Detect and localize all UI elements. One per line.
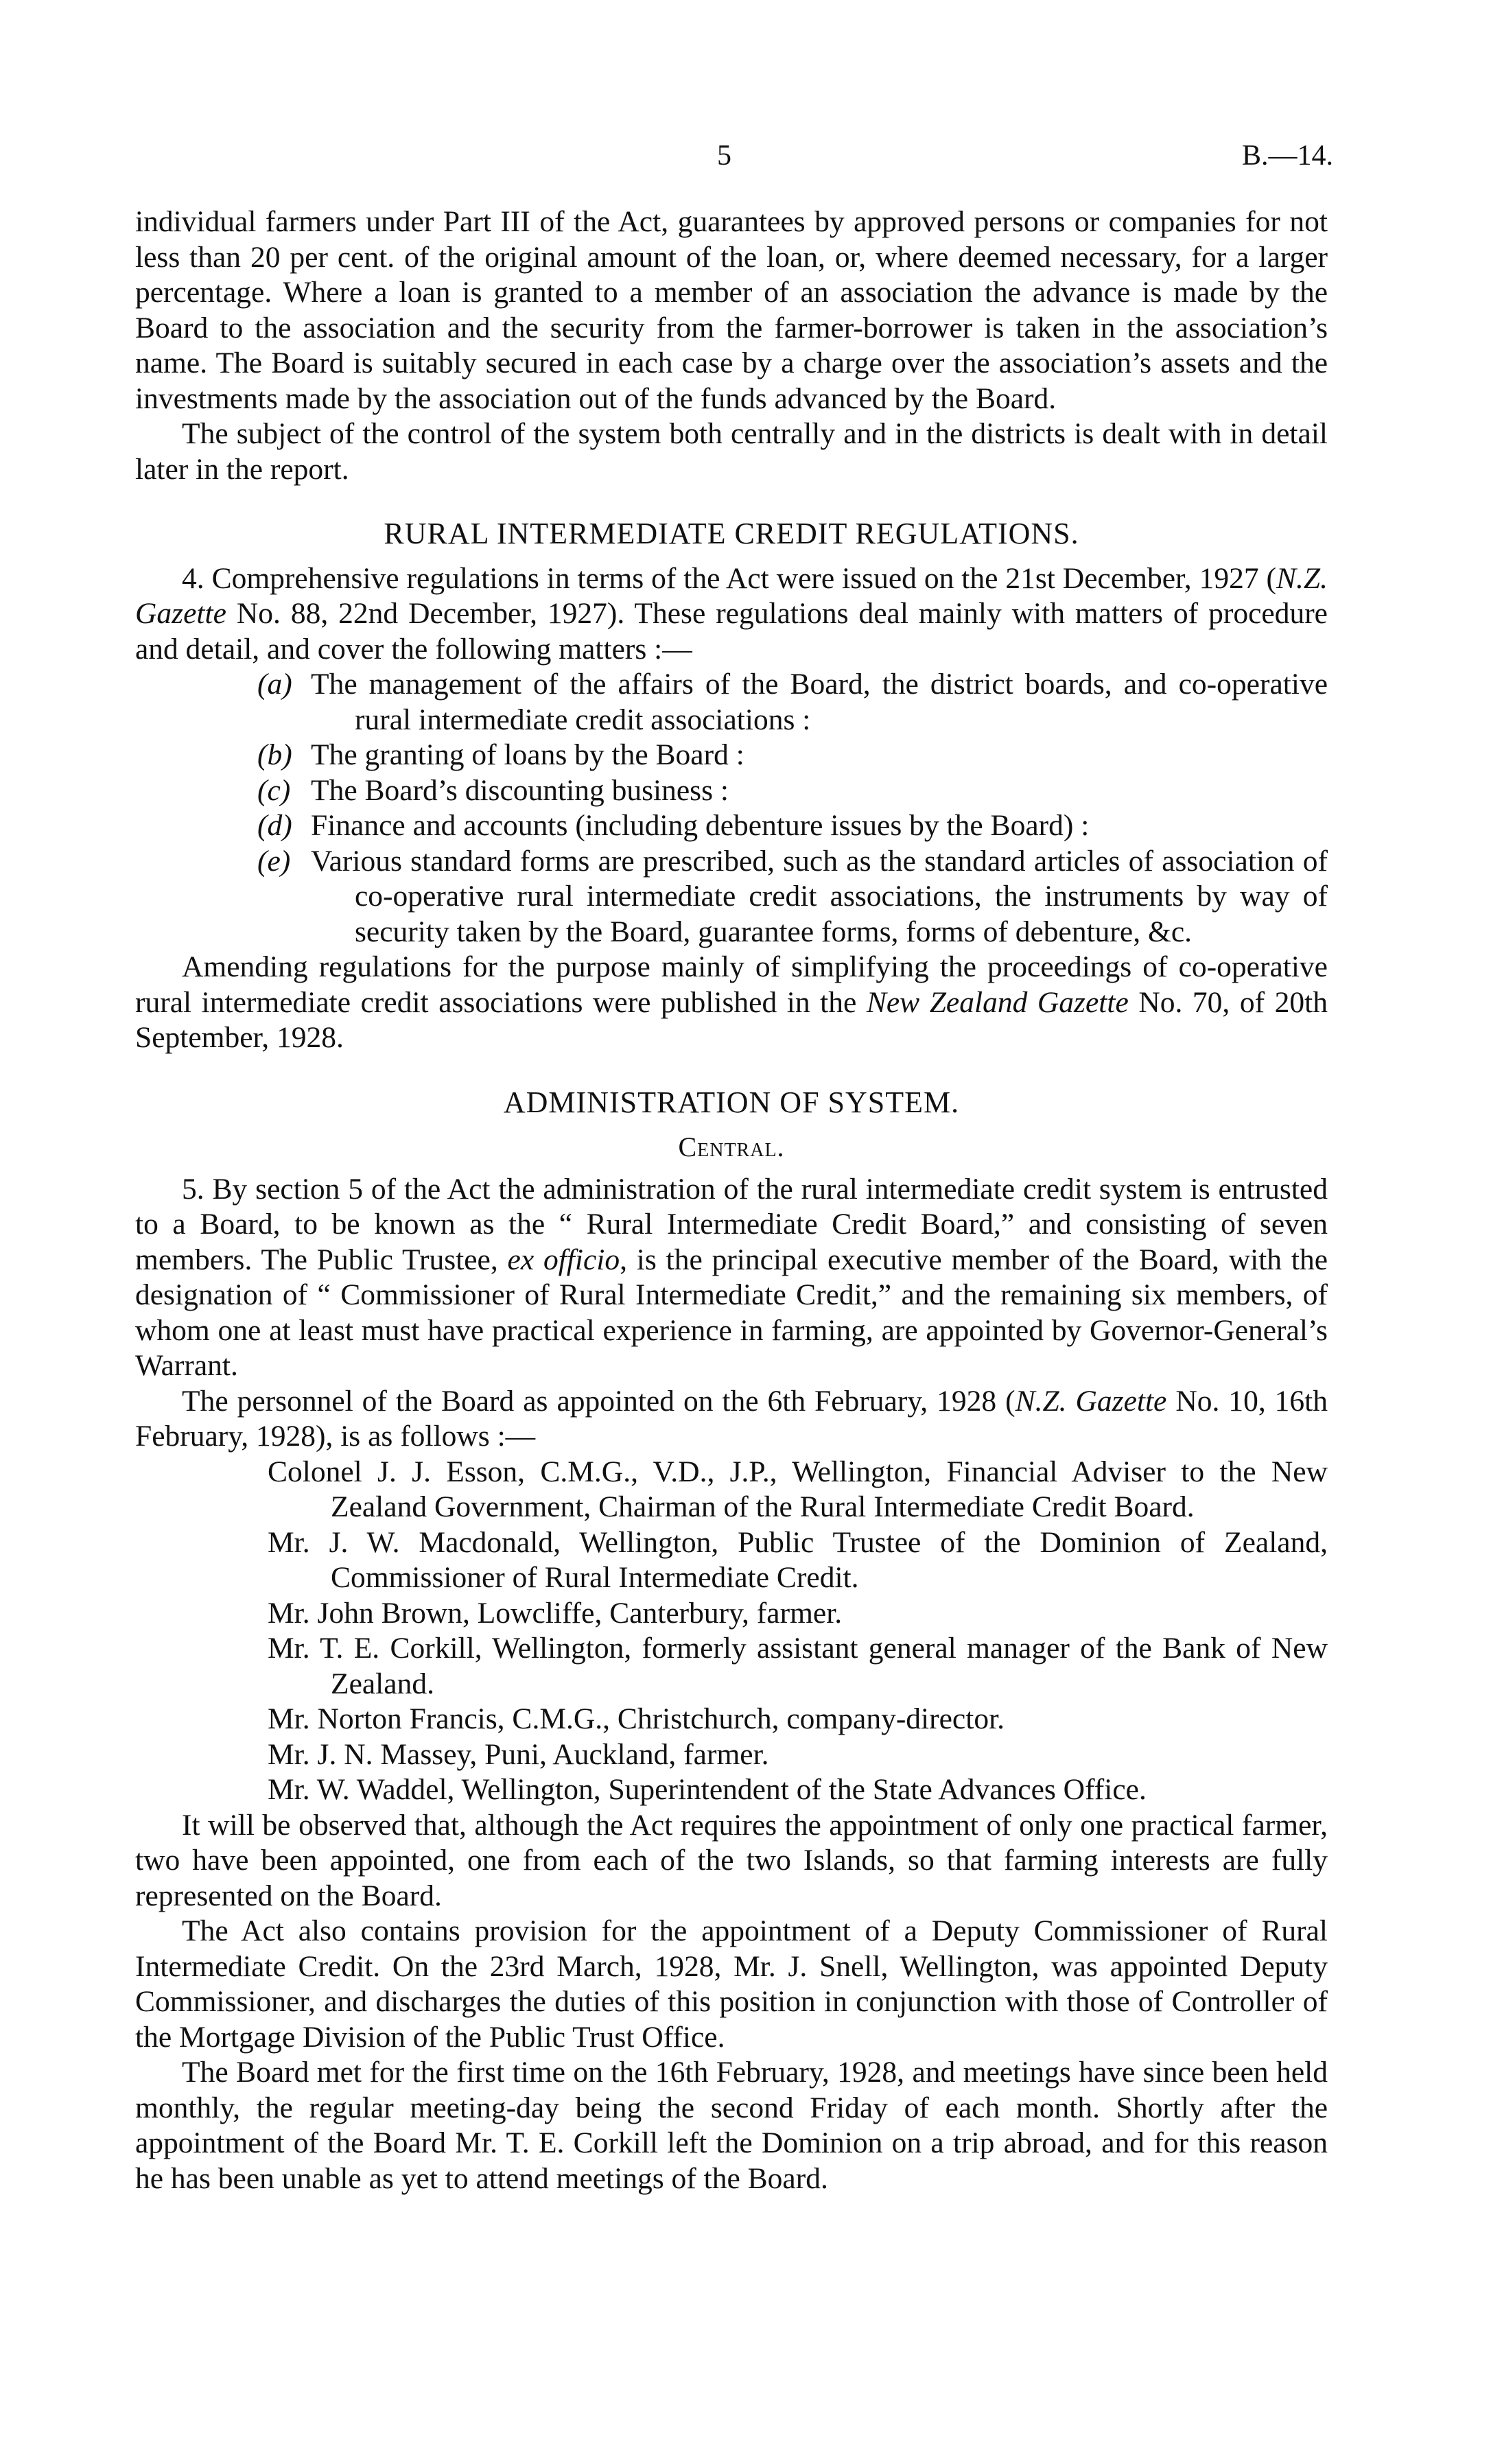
paragraph-4 [135, 561, 1328, 668]
p5-text-b: , is the principal executive member of the Board, with the designation of “ Commissioner of Rural Intermediate Credit,” and the remaining six members, of whom one at least must have practical experience in farming, are appointed by Governor-General’s Warrant. [135, 1243, 1328, 1382]
personnel-text-a: The personnel of the Board as appointed on the 6th February, 1928 ( [182, 1384, 1015, 1418]
page-header [0, 139, 1491, 180]
list-item [257, 773, 1328, 809]
personnel-text-b: No. 10, 16th February, 1928), is as follows :— [135, 1384, 1328, 1453]
p5-text-a: 5. By section 5 of the Act the administration of the rural intermediate credit system is entrusted to a Board, to be known as the “ Rural Intermediate Credit Board,” and consisting of seven members. The Public Trustee, [135, 1172, 1328, 1276]
list-item [257, 844, 1328, 950]
p5-ex-officio: ex officio [507, 1243, 620, 1276]
report-reference: B.—14. [1241, 140, 1333, 172]
list-marker: (e) [257, 844, 291, 878]
amend-text-b: No. 70, of 20th September, 1928. [135, 985, 1328, 1054]
list-item [257, 667, 1328, 738]
board-members-list [135, 1455, 1328, 1808]
amend-text-a: Amending regulations for the purpose mainly of simplifying the proceedings of co-operative rural intermediate credit associations were published in the [135, 950, 1328, 1019]
amending-regulations-paragraph [135, 950, 1328, 1056]
list-item [257, 738, 1328, 773]
list-item [257, 808, 1328, 844]
amend-gazette-title: New Zealand Gazette [866, 985, 1129, 1019]
page-body [135, 204, 1328, 2196]
paragraph-5 [135, 1172, 1328, 1384]
board-member: Colonel J. J. Esson, C.M.G., V.D., J.P., Wellington, Financial Adviser to the New Zealand Government, Chairman of the Rural Intermediate Credit Board. [268, 1455, 1328, 1523]
list-text: The Board’s discounting business : [311, 773, 729, 807]
page-number: 5 [717, 140, 731, 172]
list-text: Various standard forms are prescribed, such as the standard articles of association of co-operative rural intermediate credit associations, the instruments by way of security taken by the Board, guarantee forms, forms of debenture, &c. [311, 844, 1328, 948]
personnel-gazette-title: N.Z. Gazette [1015, 1384, 1167, 1418]
list-text: The management of the affairs of the Board, the district boards, and co-operative rural intermediate credit associations : [311, 668, 1328, 736]
p4-text-a: 4. Comprehensive regulations in terms of the Act were issued on the 21st December, 1927 ( [182, 561, 1277, 595]
board-member: Mr. T. E. Corkill, Wellington, formerly assistant general manager of the Bank of New Zealand. [268, 1632, 1328, 1700]
list-marker: (c) [257, 773, 291, 807]
list-marker: (a) [257, 668, 292, 701]
board-member: Mr. W. Waddel, Wellington, Superintendent of the State Advances Office. [268, 1773, 1147, 1806]
list-marker: (b) [257, 738, 292, 771]
intro-paragraph-control: The subject of the control of the system both centrally and in the districts is dealt with in detail later in the report. [135, 417, 1328, 486]
board-member: Mr. Norton Francis, C.M.G., Christchurch, company-director. [268, 1702, 1005, 1735]
intro-paragraph-continued: individual farmers under Part III of the Act, guarantees by approved persons or companies for not less than 20 per cent. of the original amount of the loan, or, where deemed necessary, for a larger percentage. Where a loan is granted to a member of an association the advance is made by the Board to the association and the security from the farmer-borrower is taken in the association’s name. The Board is suitably secured in each case by a charge over the association’s assets and the investments made by the association out of the funds advanced by the Board. [135, 205, 1328, 415]
subsection-heading-central: Central. [678, 1131, 785, 1162]
board-member: Mr. J. W. Macdonald, Wellington, Public Trustee of the Dominion of Zealand, Commissioner of Rural Intermediate Credit. [268, 1525, 1328, 1594]
board-member: Mr. J. N. Massey, Puni, Auckland, farmer. [268, 1737, 769, 1771]
regulation-matters-list [135, 667, 1328, 950]
section-heading-regulations: RURAL INTERMEDIATE CREDIT REGULATIONS. [384, 517, 1079, 550]
farmers-observation-paragraph: It will be observed that, although the Act requires the appointment of only one practical farmer, two have been appointed, one from each of the two Islands, so that farming interests are fully represented on the Board. [135, 1808, 1328, 1912]
personnel-paragraph [135, 1384, 1328, 1455]
p4-text-b: No. 88, 22nd December, 1927). These regulations deal mainly with matters of procedure and detail, and cover the following matters :— [135, 597, 1328, 666]
list-text: Finance and accounts (including debenture issues by the Board) : [311, 809, 1090, 842]
p4-gazette-title: N.Z. Gazette [135, 561, 1328, 630]
section-heading-administration: ADMINISTRATION OF SYSTEM. [503, 1085, 960, 1119]
list-text: The granting of loans by the Board : [311, 738, 744, 771]
list-marker: (d) [257, 809, 292, 842]
board-meetings-paragraph: The Board met for the first time on the 16th February, 1928, and meetings have since been held monthly, the regular meeting-day being the second Friday of each month. Shortly after the appointment of the Board Mr. T. E. Corkill left the Dominion on a trip abroad, and for this reason he has been unable as yet to attend meetings of the Board. [135, 2056, 1328, 2195]
deputy-commissioner-paragraph: The Act also contains provision for the appointment of a Deputy Commissioner of Rural Intermediate Credit. On the 23rd March, 1928, Mr. J. Snell, Wellington, was appointed Deputy Commissioner, and discharges the duties of this position in conjunction with those of Controller of the Mortgage Division of the Public Trust Office. [135, 1914, 1328, 2054]
board-member: Mr. John Brown, Lowcliffe, Canterbury, farmer. [268, 1596, 843, 1630]
